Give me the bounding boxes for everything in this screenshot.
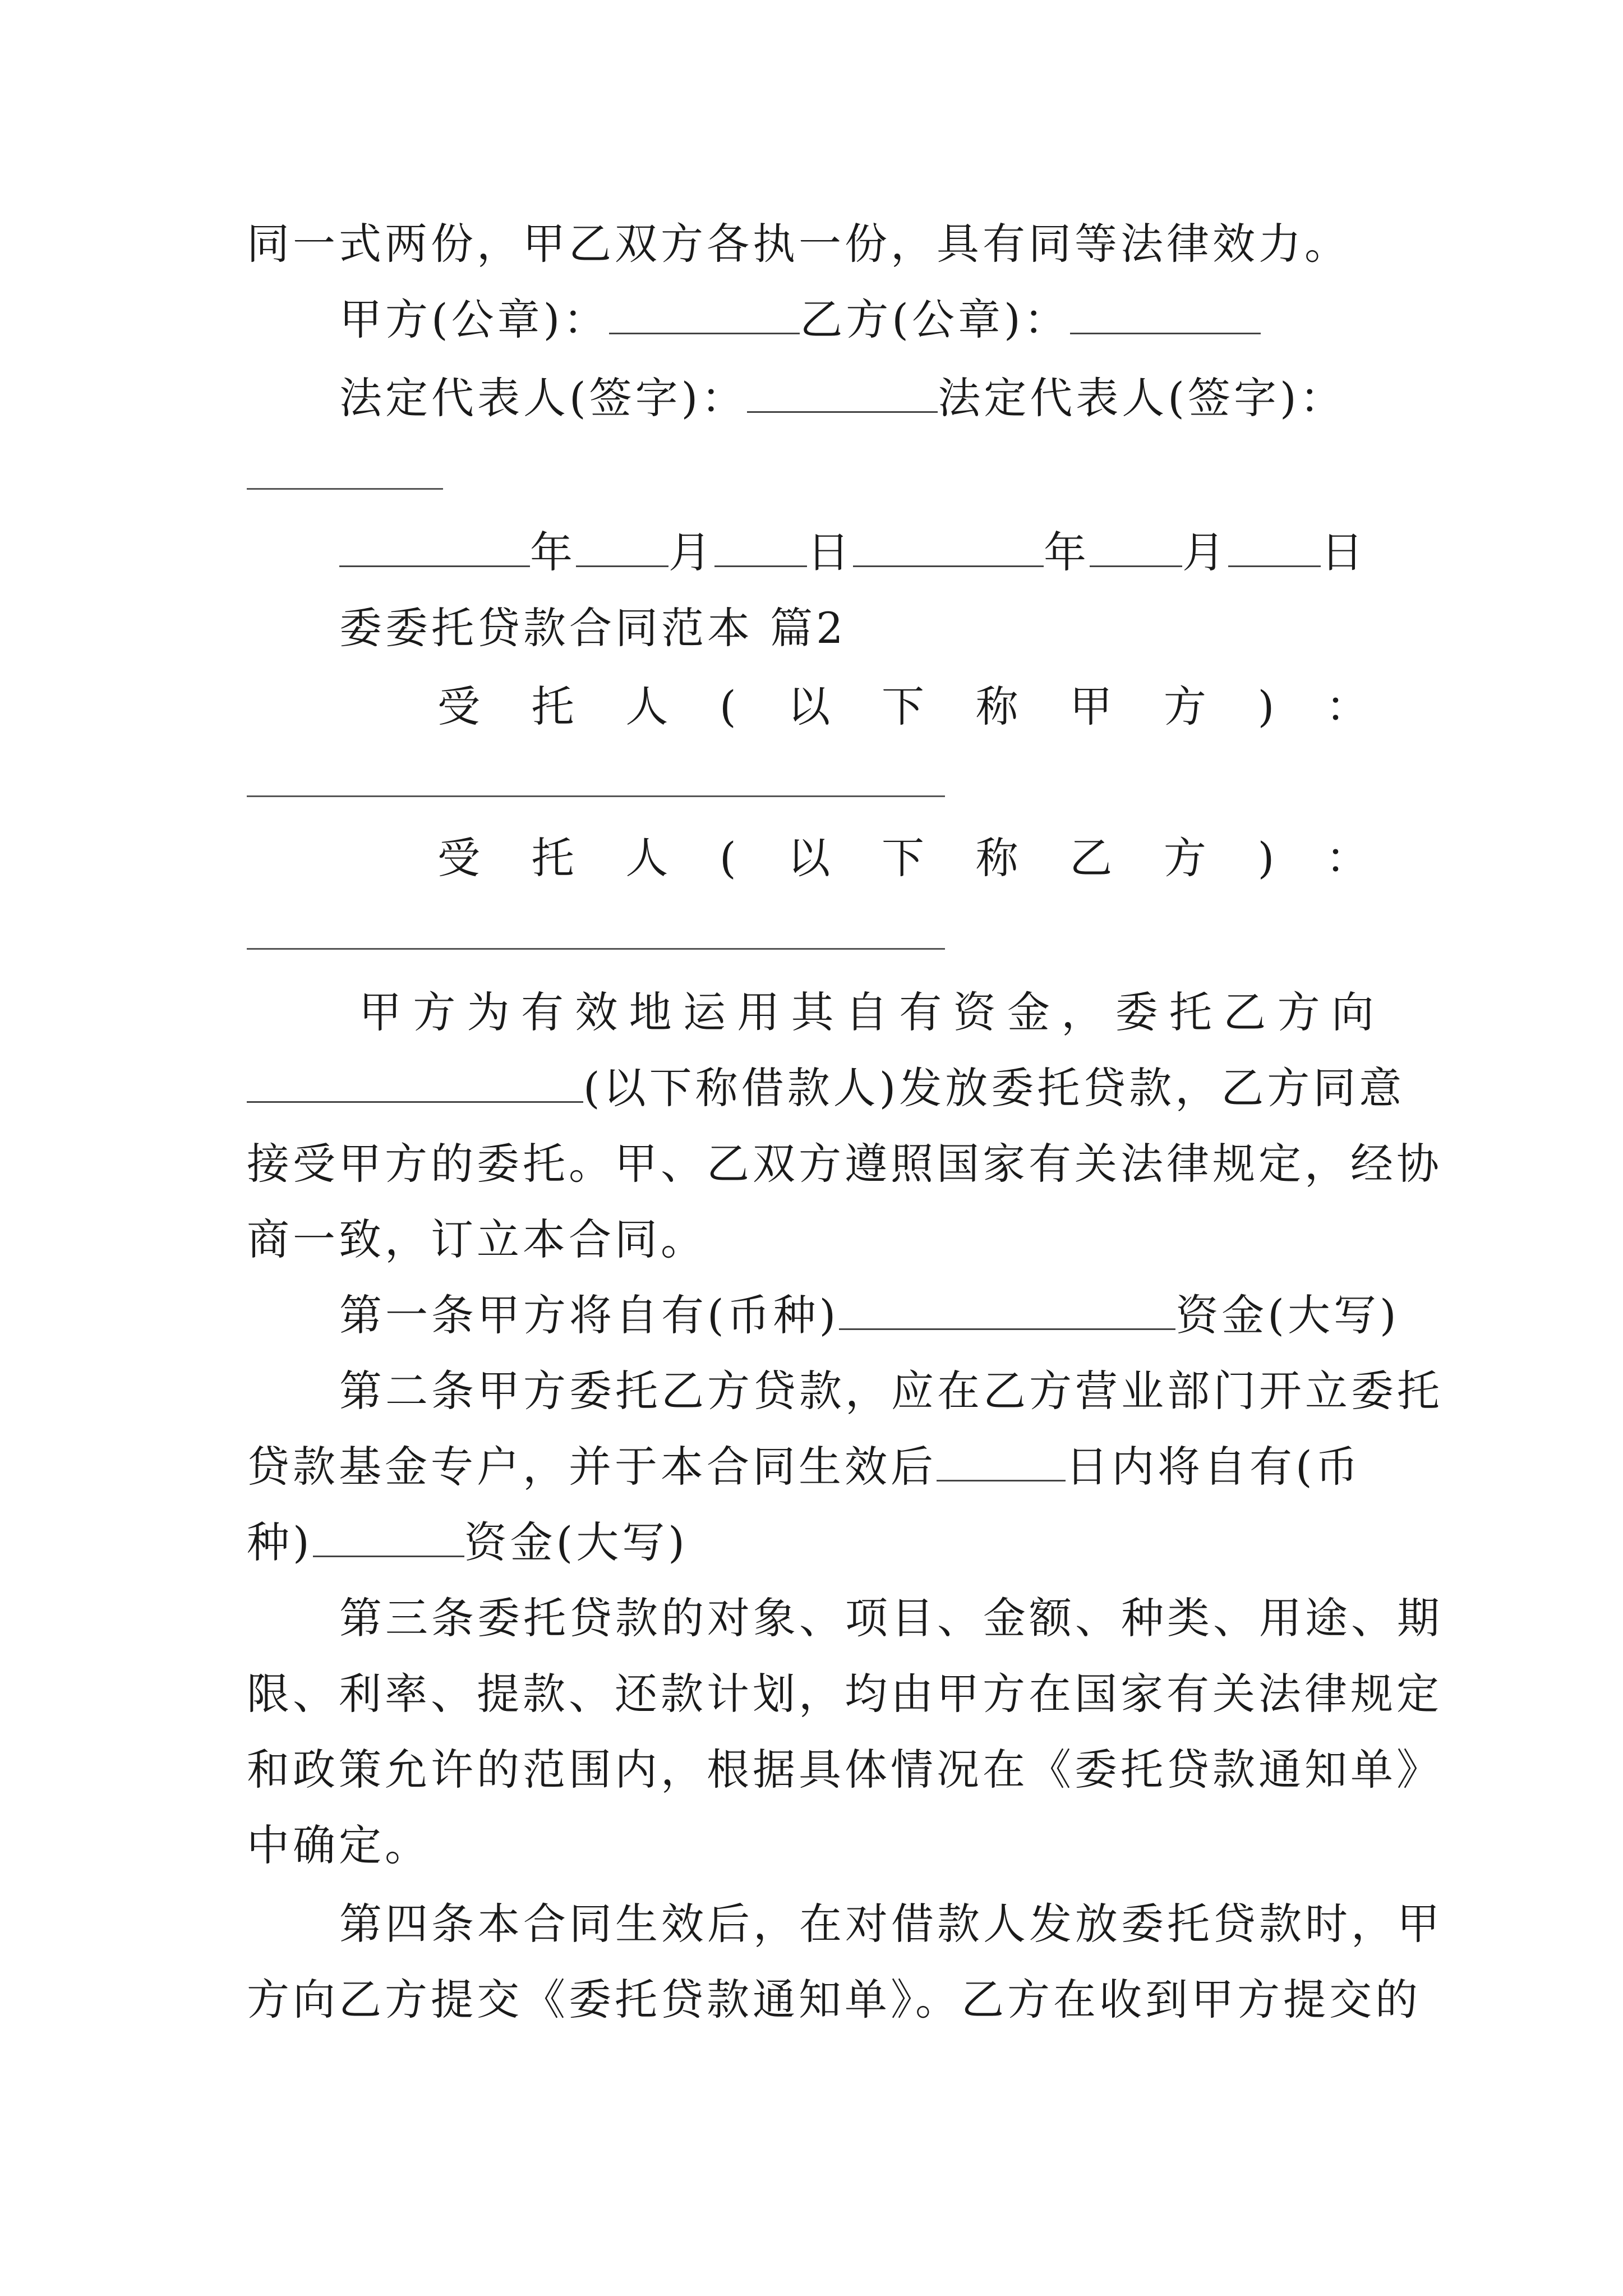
char: 人 — [625, 833, 668, 883]
char: 委 — [1115, 987, 1158, 1037]
party-a-month-blank — [576, 532, 668, 567]
char: 下 — [881, 833, 924, 883]
para1-line2 — [247, 1060, 1405, 1116]
char: 乙 — [1223, 987, 1266, 1037]
article-2-text-b2: 日内将自有(币 — [1066, 1442, 1362, 1492]
char: 效 — [575, 987, 618, 1037]
article-2-text-b1: 贷款基金专户，并于本合同生效后 — [247, 1442, 937, 1492]
entrustor-b-blank — [247, 948, 945, 950]
legal-rep-line — [339, 370, 1346, 426]
days-blank — [937, 1446, 1066, 1481]
currency-blank — [313, 1522, 464, 1557]
article-1-text-b: 资金(大写) — [1175, 1290, 1400, 1340]
article-3-line4: 中确定。 — [247, 1820, 431, 1870]
char: 下 — [881, 682, 924, 731]
article-2-line1: 第二条甲方委托乙方贷款，应在乙方营业部门开立委托 — [339, 1366, 1443, 1416]
party-b-day-blank — [1228, 532, 1321, 567]
char: 自 — [845, 987, 888, 1037]
para1-line4: 商一致，订立本合同。 — [247, 1214, 707, 1264]
party-a-legal-rep-blank — [747, 378, 938, 413]
day-label: 日 — [807, 527, 853, 577]
char: 其 — [791, 987, 834, 1037]
char: 托 — [531, 682, 574, 731]
char: 以 — [787, 682, 831, 731]
borrower-blank — [247, 1068, 583, 1103]
closing-clause: 同一式两份，甲乙双方各执一份，具有同等法律效力。 — [247, 219, 1350, 269]
party-a-seal-label: 甲方(公章)： — [339, 295, 610, 344]
char: ) — [1257, 833, 1275, 883]
party-a-legal-rep-label: 法定代表人(签字)： — [339, 373, 748, 423]
char: 方 — [1163, 833, 1206, 883]
article-1 — [339, 1287, 1400, 1343]
para1-line1 — [359, 984, 1374, 1041]
party-b-legal-rep-label: 法定代表人(签字)： — [938, 373, 1346, 423]
char: 甲 — [359, 987, 402, 1037]
char: ( — [719, 682, 736, 731]
party-a-year-blank — [339, 532, 530, 567]
char: 地 — [629, 987, 672, 1037]
char: 方 — [413, 987, 456, 1037]
article-2-line2 — [247, 1439, 1362, 1495]
article-3-line1: 第三条委托贷款的对象、项目、金额、种类、用途、期 — [339, 1593, 1443, 1643]
char: 称 — [975, 833, 1018, 883]
article-4-line2: 方向乙方提交《委托贷款通知单》。乙方在收到甲方提交的 — [247, 1975, 1421, 2024]
char: 托 — [531, 833, 574, 883]
char: ： — [1325, 833, 1368, 883]
char: 以 — [787, 833, 831, 883]
char: 金 — [1007, 987, 1050, 1037]
article-2-line3 — [247, 1515, 688, 1571]
article-2-text-c1: 种) — [247, 1517, 313, 1567]
char: 受 — [437, 682, 480, 731]
char: 方 — [1163, 682, 1206, 731]
char: 称 — [975, 682, 1018, 731]
article-3-line3: 和政策允许的范围内，根据具体情况在《委托贷款通知单》 — [247, 1745, 1442, 1795]
entrustor-a-blank — [247, 795, 945, 797]
party-b-seal-label: 乙方(公章)： — [800, 295, 1070, 344]
party-a-day-blank — [714, 532, 807, 567]
month-label: 月 — [668, 527, 714, 577]
char: ： — [1325, 682, 1368, 731]
year-label: 年 — [530, 527, 576, 577]
seal-line — [339, 292, 1261, 348]
char: 运 — [683, 987, 726, 1037]
char: ) — [1257, 682, 1275, 731]
char: 人 — [625, 682, 668, 731]
char: ， — [1061, 987, 1104, 1037]
char: 用 — [737, 987, 780, 1037]
article-2-text-c2: 资金(大写) — [464, 1517, 688, 1567]
para1-line2-text: (以下称借款人)发放委托贷款，乙方同意 — [583, 1063, 1405, 1113]
year-label: 年 — [1044, 527, 1090, 577]
party-b-seal-blank — [1070, 299, 1261, 334]
char: ( — [719, 833, 736, 883]
party-a-seal-blank — [609, 299, 800, 334]
entrustor-a-line — [437, 679, 1368, 735]
currency-amount-blank — [839, 1295, 1175, 1330]
char: 托 — [1169, 987, 1212, 1037]
char: 受 — [437, 833, 480, 883]
section-title: 委委托贷款合同范本 篇2 — [339, 603, 847, 653]
party-b-month-blank — [1090, 532, 1182, 567]
date-line — [339, 524, 1367, 581]
char: 乙 — [1069, 833, 1113, 883]
para1-line3: 接受甲方的委托。甲、乙双方遵照国家有关法律规定，经协 — [247, 1139, 1442, 1189]
party-b-legal-rep-blank — [247, 488, 443, 490]
article-1-text-a: 第一条甲方将自有(币种) — [339, 1290, 840, 1340]
char: 甲 — [1069, 682, 1113, 731]
day-label: 日 — [1321, 527, 1367, 577]
entrustor-b-line — [437, 830, 1368, 886]
char: 方 — [1277, 987, 1320, 1037]
char: 为 — [467, 987, 510, 1037]
char: 有 — [520, 987, 564, 1037]
party-b-year-blank — [853, 532, 1044, 567]
article-4-line1: 第四条本合同生效后，在对借款人发放委托贷款时，甲 — [339, 1899, 1443, 1949]
char: 资 — [953, 987, 996, 1037]
article-3-line2: 限、利率、提款、还款计划，均由甲方在国家有关法律规定 — [247, 1669, 1442, 1719]
month-label: 月 — [1182, 527, 1228, 577]
char: 有 — [899, 987, 942, 1037]
char: 向 — [1331, 987, 1374, 1037]
